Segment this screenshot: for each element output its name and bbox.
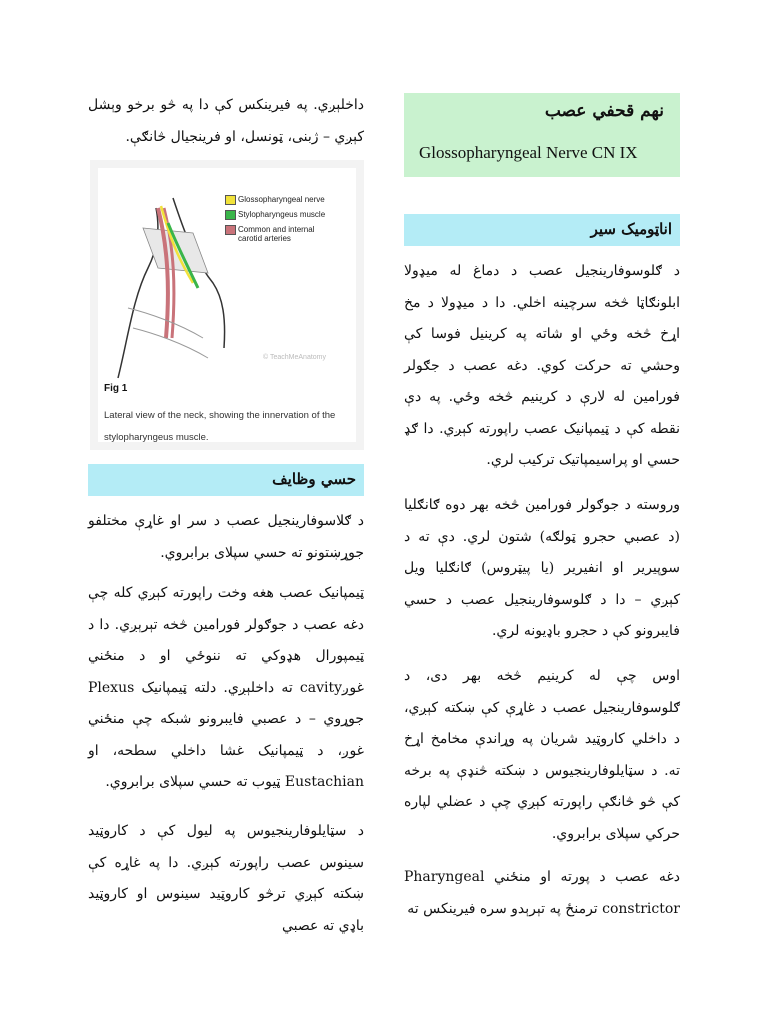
figure-label: Fig 1	[104, 383, 128, 394]
paragraph-continuation: داخلېږي. په فیرینکس کې دا په څو برخو وېشل کېږي – ژبنی، ټونسل، او فرینجیال څانګې.	[88, 97, 364, 145]
paragraph-sensory-3: د سټایلوفارینجیوس په لیول کې د کاروټید سینوس عصب راپورته کېږي. دا په غاړه کې ښکته کېږي ترڅو کاروټید سینوس او کاروټید باډي ته عصبي	[88, 823, 364, 934]
figure-neck-innervation	[90, 160, 364, 450]
section-heading-sensory-functions: حسي وظایف	[88, 464, 364, 496]
title-english: Glossopharyngeal Nerve CN IX	[419, 143, 638, 162]
title-pashto: نهم قحفي عصب	[544, 101, 664, 121]
legend-swatch-muscle	[225, 210, 236, 220]
watermark: © TeachMeAnatomy	[263, 354, 327, 361]
paragraph-anatomic-4: دغه عصب د پورته او منځني Pharyngeal constrictor ترمنځ په تېرېدو سره فیرینکس ته	[404, 869, 680, 917]
section-heading-anatomic-course: اناټومیک سیر	[404, 214, 680, 246]
paragraph-anatomic-2: وروسته د جوګولر فورامین څخه بهر دوه ګانګلیا (د عصبي حجرو ټولګه) شتون لري. دې ته د سوپیریر او انفیریر (یا پیټروس) ګانګلیا ویل کېږي – دا د ګلوسوفارینجیل عصب د حسي فایبرونو کې د حجرو باډیونه لري.	[404, 497, 680, 639]
title-box	[404, 93, 680, 177]
legend-label-arteries: Common and internal carotid arteries	[238, 225, 315, 243]
figure-image	[98, 168, 356, 442]
paragraph-sensory-2: ټیمپانیک عصب هغه وخت راپورته کېږي کله چې دغه عصب د جوګولر فورامین څخه تېرېږي. دا د ټیمپورال هډوکي ته ننوځي او د منځني غوږcavity ته داخلېږي. دلته ټیمپانیک Plexus جوړوي – د عصبي فایبرونو شبکه چې منځني غوږ، د ټیمپانیک غشا داخلي سطحه، او Eustachian ټیوب ته حسي سپلای برابروي.	[88, 585, 364, 790]
legend-label-muscle: Stylopharyngeus muscle	[238, 210, 326, 219]
neck-illustration	[98, 188, 228, 388]
paragraph-anatomic-3: اوس چې له کرینیم څخه بهر دی، د ګلوسوفارینجیل عصب د غاړې کې ښکته کېږي، د داخلي کاروټید شریان په وړاندې مخامخ اړخ ته. د سټایلوفارینجیوس د ښکته څنډې په برخه کې څو څانګې راپورته کېږي چې د عضلي لپاره حرکي سپلای برابروي.	[404, 668, 680, 842]
figure-caption: Lateral view of the neck, showing the innervation of the stylopharyngeus muscle.	[104, 410, 336, 443]
legend-swatch-nerve	[225, 195, 236, 205]
paragraph-sensory-1: د ګلاسوفارینجیل عصب د سر او غاړې مختلفو جوړښتونو ته حسي سپلای برابروي.	[88, 513, 364, 561]
legend-label-nerve: Glossopharyngeal nerve	[238, 195, 325, 204]
paragraph-anatomic-1: د ګلوسوفارینجیل عصب د دماغ له میډولا ابلونګاټا څخه سرچینه اخلي. دا د میډولا د مخ اړخ څخه وځي او شاته په کرینیل فوسا کې وحشي ته حرکت کوي. دغه عصب د جګولر فورامین له لارې د کرینیم څخه وځي. په دې نقطه کې د ټیمپانیک عصب راپورته کېږي. دا ګډ حسي او پراسیمپاتیک ترکیب لري.	[404, 263, 680, 468]
legend-swatch-arteries	[225, 225, 236, 235]
